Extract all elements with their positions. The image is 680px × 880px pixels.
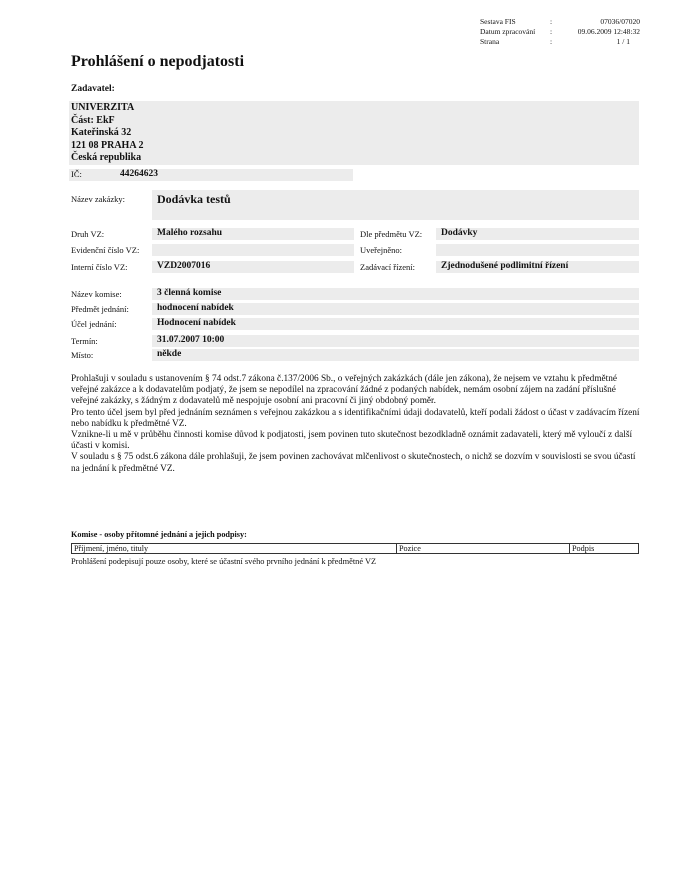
zakazka-name-label: Název zakázky: [71,194,126,204]
termin-band [152,335,639,347]
signatures-header-row [72,544,639,554]
uverejneno-band [436,244,639,256]
predmet-label: Dle předmětu VZ: [360,229,423,239]
declaration-text [71,374,641,475]
meta-label-page: Strana [480,37,500,46]
ic-value: 44264623 [120,169,158,179]
meta-sep: : [550,17,553,26]
komise-label: Název komise: [71,289,122,299]
declaration-paragraph: Prohlašuji v souladu s ustanovením § 74 odst.7 zákona č.137/2006 Sb., o veřejných zakázkách (dále jen zákona), že nejsem ve vztahu k předmětné veřejné zakázce a k dodavatelům podjatý, že jsem se nepodílel na zpracování žádné z podaných nabídek, nemám osobní zájem na zadání příslušné veřejné zakázky, s žádným z dodavatelů mě nespojuje osobní ani pracovní či jiný obdobný poměr. [71,374,618,407]
declaration-paragraph: V souladu s § 75 odst.6 zákona dále prohlašuji, že jsem povinen zachovávat mlčenlivost o skutečnostech, o nichž se dozvím v souvislosti se svou účastí na jednání k předmětné VZ. [71,452,636,474]
signatures-heading: Komise - osoby přítomné jednání a jejich podpisy: [71,530,247,539]
predmet-value: Dodávky [441,228,478,238]
rizeni-label: Zadávací řízení: [360,262,415,272]
rizeni-value: Zjednodušené podlimitní řízení [441,261,569,271]
ic-label: IČ: [71,169,82,179]
meta-sep: : [550,37,553,46]
declaration-paragraph: Pro tento účel jsem byl před jednáním seznámen s veřejnou zakázkou a s identifikačními údaji dodavatelů, kteří podali žádost o účast v zadávacím řízení nebo nabídku k předmětné VZ. [71,407,640,429]
druh-label: Druh VZ: [71,229,105,239]
address-line: Část: EkF [71,114,115,126]
declaration-paragraph: Vznikne-li u mě v průběhu činnosti komise důvod k podjatosti, jsem povinen tuto skutečnost bezodkladně oznámit zadavateli, který mě vyloučí z další účasti v komisi. [71,430,633,452]
komise-value: 3 členná komise [157,288,222,298]
address-line: UNIVERZITA [71,102,135,113]
column-header-signature: Podpis [570,544,639,554]
evid-label: Evidenční číslo VZ: [71,245,140,255]
predmet-jednani-label: Předmět jednání: [71,304,129,314]
interni-label: Interní číslo VZ: [71,262,128,272]
misto-value: někde [157,349,182,359]
column-header-name: Příjmení, jméno, tituly [72,544,397,554]
termin-label: Termín: [71,336,98,346]
meta-value-date: 09.06.2009 12:48:32 [577,27,640,36]
meta-sep: : [550,27,553,36]
meta-value-report: 07036/07020 [600,17,640,26]
zadavatel-address-block [69,101,639,165]
column-header-position: Pozice [397,544,570,554]
document-title: Prohlášení o nepodjatosti [71,53,245,70]
zadavatel-heading: Zadavatel: [71,84,115,94]
ucel-value: Hodnocení nabídek [157,318,236,328]
komise-band [152,288,639,300]
termin-value: 31.07.2007 10:00 [157,335,225,345]
signatures-footnote: Prohlášení podepisují pouze osoby, které se účastní svého prvního jednání k předmětné VZ [71,557,377,566]
misto-label: Místo: [71,350,94,360]
evid-band [152,244,354,256]
druh-value: Malého rozsahu [157,228,223,238]
report-metadata [480,17,640,47]
zadavatel-address [71,102,144,165]
predmet-jednani-value: hodnocení nabídek [157,303,234,313]
meta-label-date: Datum zpracování [480,27,536,36]
meta-value-page: 1 / 1 [616,37,630,46]
meta-label-report: Sestava FIS [480,17,516,26]
zakazka-name-value: Dodávka testů [157,192,231,206]
ic-band [69,169,353,181]
interni-value: VZD2007016 [157,261,211,271]
uverejneno-label: Uveřejněno: [360,245,403,255]
misto-band [152,349,639,361]
signatures-table [71,543,639,554]
address-line: Kateřinská 32 [71,127,132,138]
ucel-label: Účel jednání: [71,319,117,329]
address-line: 121 08 PRAHA 2 [71,139,144,151]
address-line: Česká republika [71,152,142,163]
